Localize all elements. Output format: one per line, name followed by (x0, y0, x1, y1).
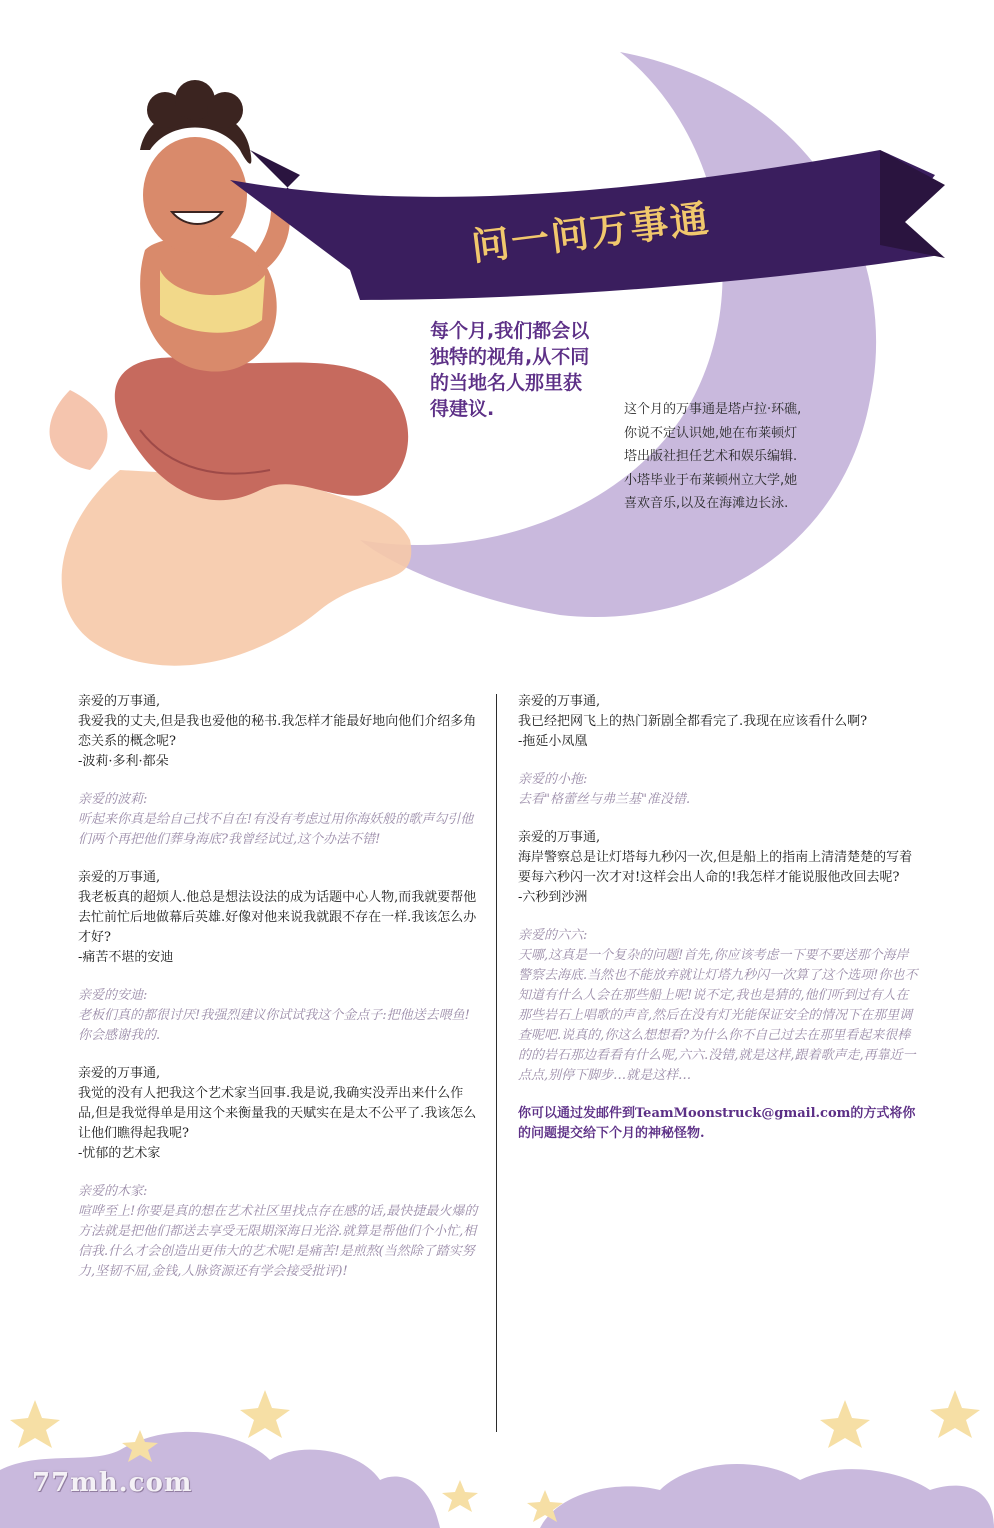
advice-answer (518, 770, 918, 810)
guest-bio: 这个月的万事通是塔卢拉·环礁,你说不定认识她,她在布莱顿灯塔出版社担任艺术和娱乐编辑.小塔毕业于布莱顿州立大学,她喜欢音乐,以及在海滩边长泳. (624, 402, 802, 511)
watermark: 77mh.com (32, 1468, 193, 1498)
letter-signature: -波莉·多利·都朵 (78, 754, 169, 769)
reader-letter (518, 692, 918, 752)
reader-letter (78, 868, 478, 968)
letter-body: 我觉的没有人把我这个艺术家当回事.我是说,我确实没弄出来什么作品,但是我觉得单是用这个来衡量我的天赋实在是太不公平了.我该怎么让他们瞧得起我呢? (78, 1086, 477, 1141)
star-icon (930, 1390, 980, 1438)
bottom-decoration (0, 1380, 994, 1528)
star-icon (10, 1400, 60, 1448)
reader-letter (78, 692, 478, 772)
page-title: 问一问万事通 (468, 195, 713, 270)
answer-body: 天哪,这真是一个复杂的问题!首先,你应该考虑一下要不要送那个海岸警察去海底.当然也不能放弃就让灯塔九秒闪一次算了这个选项!你也不知道有什么人会在那些船上呢!说不定,我也是猜的,他们听到过有人在那些岩石上唱歌的声音,然后在没有灯光能保证安全的情况下在那里调查呢吧.说真的,你这么想想看?为什么你不自己过去在那里看起来很棒的的岩石那边看看有什么呢,六六.没错,就是这样,跟着歌声走,再靠近一点点,别停下脚步…就是这样… (518, 948, 918, 1083)
answer-salutation: 亲爱的小拖: (518, 772, 588, 787)
letter-body: 我老板真的超烦人.他总是想法设法的成为话题中心人物,而我就要帮他去忙前忙后地做幕后英雄.好像对他来说我就跟不存在一样.我该怎么办才好? (78, 890, 477, 945)
letter-salutation: 亲爱的万事通, (78, 870, 161, 885)
answer-salutation: 亲爱的六六: (518, 928, 588, 943)
right-column (518, 692, 918, 1144)
letter-signature: -痛苦不堪的安迪 (78, 950, 174, 965)
star-icon (820, 1400, 870, 1448)
letter-salutation: 亲爱的万事通, (78, 694, 161, 709)
letter-salutation: 亲爱的万事通, (78, 1066, 161, 1081)
star-icon (442, 1480, 478, 1512)
letter-signature: -六秒到沙洲 (518, 890, 588, 905)
intro-text: 每个月,我们都会以独特的视角,从不同的当地名人那里获得建议. (430, 320, 590, 420)
answer-salutation: 亲爱的安迪: (78, 988, 148, 1003)
left-column (78, 692, 478, 1300)
letter-body: 我爱我的丈夫,但是我也爱他的秘书.我怎样才能最好地向他们介绍多角恋关系的概念呢? (78, 714, 477, 749)
letter-body: 海岸警察总是让灯塔每九秒闪一次,但是船上的指南上清清楚楚的写着要每六秒闪一次才对!这样会出人命的!我怎样才能说服他改回去呢? (518, 850, 913, 885)
star-icon (240, 1390, 290, 1438)
answer-salutation: 亲爱的波莉: (78, 792, 148, 807)
advice-answer (78, 986, 478, 1046)
column-divider (496, 694, 497, 1432)
letter-salutation: 亲爱的万事通, (518, 830, 601, 845)
letter-body: 我已经把网飞上的热门新剧全都看完了.我现在应该看什么啊? (518, 714, 868, 729)
advice-answer (78, 1182, 478, 1282)
letter-salutation: 亲爱的万事通, (518, 694, 601, 709)
answer-body: 喧哗至上!你要是真的想在艺术社区里找点存在感的话,最快捷最火爆的方法就是把他们都送去享受无限期深海日光浴.就算是帮他们个小忙,相信我.什么才会创造出更伟大的艺术呢!是痛苦!是煎熬(当然除了踏实努力,坚韧不屈,金钱,人脉资源还有学会接受批评)! (78, 1204, 478, 1279)
letter-signature: -拖延小凤凰 (518, 734, 588, 749)
answer-salutation: 亲爱的木家: (78, 1184, 148, 1199)
reader-letter (518, 828, 918, 908)
answer-body: 去看"格蕾丝与弗兰基"准没错. (518, 792, 691, 807)
reader-letter (78, 1064, 478, 1164)
letter-signature: -忧郁的艺术家 (78, 1146, 161, 1161)
submission-note: 你可以通过发邮件到TeamMoonstruck@gmail.com的方式将你的问题提交给下个月的神秘怪物. (518, 1106, 916, 1141)
answer-body: 听起来你真是给自己找不自在!有没有考虑过用你海妖般的歌声勾引他们两个再把他们葬身海底?我曾经试过,这个办法不错! (78, 812, 474, 847)
advice-answer (518, 926, 918, 1086)
advice-answer (78, 790, 478, 850)
answer-body: 老板们真的都很讨厌!我强烈建议你试试我这个金点子:把他送去喂鱼!你会感谢我的. (78, 1008, 470, 1043)
